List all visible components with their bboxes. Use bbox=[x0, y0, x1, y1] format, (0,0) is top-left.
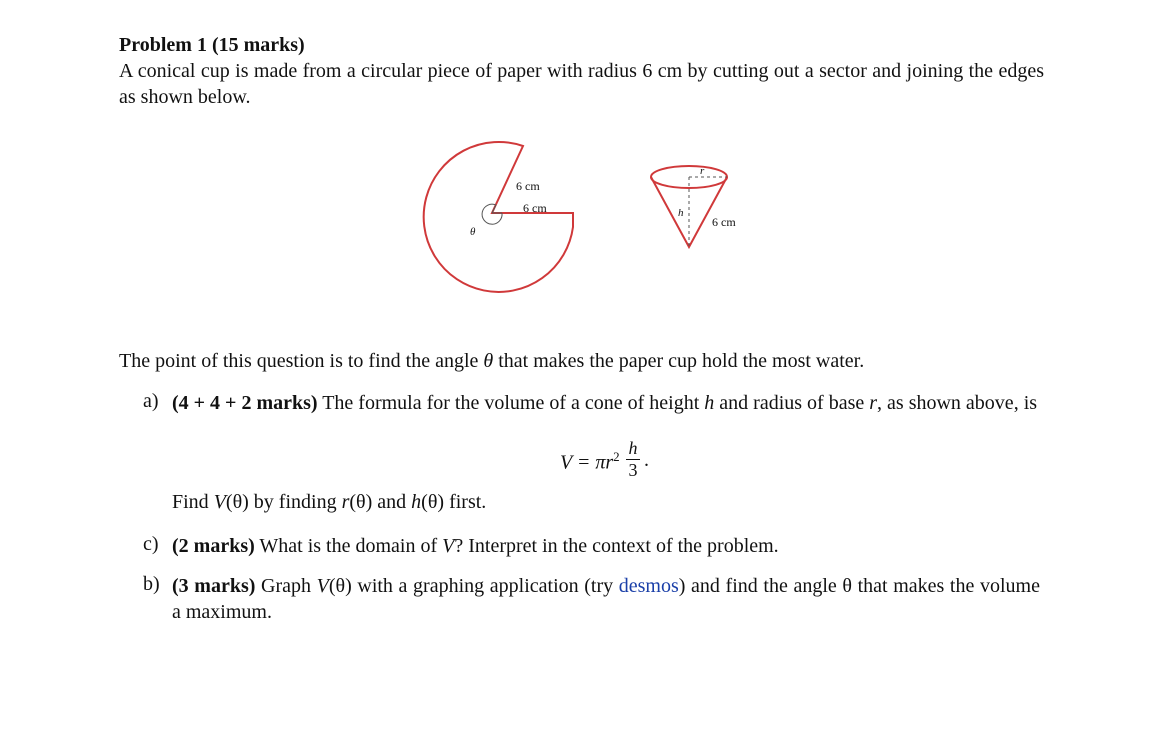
sector-label-bottom: 6 cm bbox=[523, 201, 547, 215]
part-c-label: c) bbox=[143, 533, 159, 555]
purpose-text: The point of this question is to find the angle θ that makes the paper cup hold the most water. bbox=[119, 350, 865, 372]
cone-slant-label: 6 cm bbox=[712, 215, 736, 229]
part-a-text: (4 + 4 + 2 marks) The formula for the volume of a cone of height h and radius of base r, as shown above, is bbox=[172, 392, 1038, 414]
theta-label: θ bbox=[470, 226, 476, 238]
theta-arc bbox=[482, 204, 502, 224]
cone-h-label: h bbox=[678, 207, 684, 219]
part-a-label: a) bbox=[143, 390, 159, 412]
volume-formula: $V = \pi r^2$ h 3 . bbox=[560, 438, 649, 480]
desmos-link[interactable]: desmos bbox=[618, 575, 679, 597]
cone-r-label: r bbox=[700, 165, 705, 177]
part-b-text: (3 marks) Graph V(θ) with a graphing application (try desmos) and find the angle θ that makes the volume a maximum. bbox=[172, 575, 1040, 623]
part-c-text: (2 marks) What is the domain of V? Interpret in the context of the problem. bbox=[172, 535, 779, 557]
figure bbox=[410, 135, 770, 305]
part-a-find: Find V(θ) by finding r(θ) and h(θ) first. bbox=[172, 491, 487, 513]
problem-intro: A conical cup is made from a circular piece of paper with radius 6 cm by cutting out a sector and joining the edges as shown below. bbox=[119, 60, 1044, 108]
sector-label-top: 6 cm bbox=[516, 179, 540, 193]
part-b-label: b) bbox=[143, 573, 160, 595]
paper-sector bbox=[424, 142, 573, 292]
problem-title: Problem 1 (15 marks) bbox=[119, 34, 305, 56]
